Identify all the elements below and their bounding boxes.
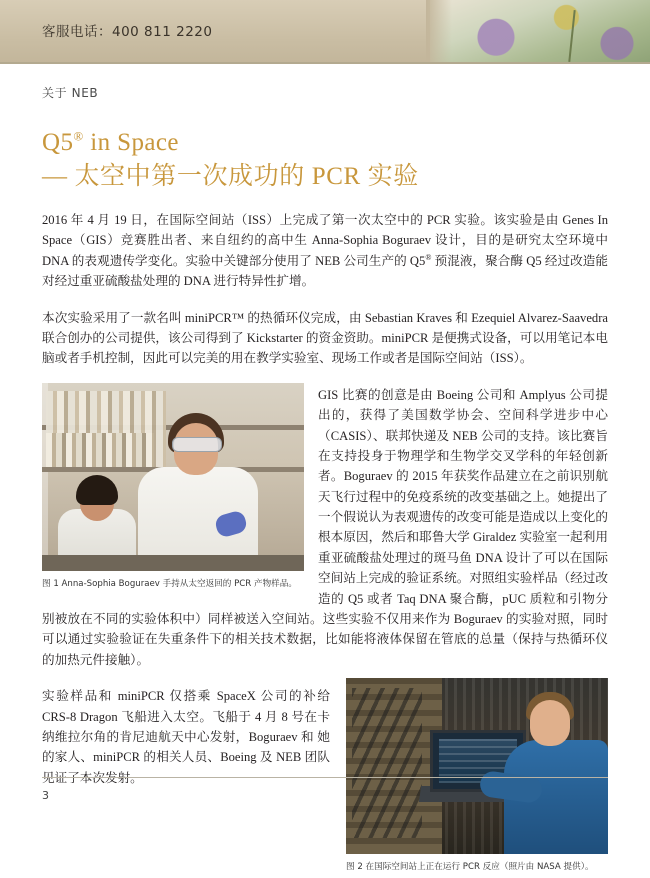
banner-flower-photo xyxy=(430,0,650,62)
figure-2-cables xyxy=(352,688,422,838)
section-kicker: 关于 NEB xyxy=(42,86,99,100)
page-header-banner xyxy=(0,0,650,62)
customer-hotline-text: 客服电话：400 811 2220 xyxy=(42,24,213,40)
page-content xyxy=(0,84,650,878)
figure-1 xyxy=(42,383,304,591)
registered-mark-icon: ® xyxy=(73,128,84,144)
paragraph-4: 实验样品和 miniPCR 仅搭乘 SpaceX 公司的补给 CRS-8 Dragon 飞船进入太空。飞船于 4 月 8 号在卡纳维拉尔角的肯尼迪航天中心发射，Boguraev 和 她的家人、miniPCR 的相关人员、Boeing 及 NEB 团队 xyxy=(42,689,330,765)
page-number: 3 xyxy=(42,789,49,802)
paragraph-3: GIS 比赛的创意是由 Boeing 公司和 Amplyus 公司提出的，获得了美国数学协会、空间科学进步中心（CASIS）、联邦快递及 NEB 公司的支持。该比赛旨在支持投身于物理学和生物学交叉学科的年轻创新者。Boguraev 的 2015 年获奖作品建立在之前识别航天飞行过程中的免疫系统的改变基础之上。她提出了一个假说认为表观遗传的改变可能是造成以上变化的根本原因，然后和耶鲁大学 Giraldez 实验室一起利用重亚硫酸盐处理过的斑马鱼 DNA 设计了可以在国际空间站上完成的验证系统。对照组实验样品（经过改造的 Q5 或者 Taq DNA 聚合酶，pUC 质粒和引物分别被放在不同的实验体积中）同样被送入空间站。这些实验不仅用来作为 Boguraev 的实验对照，同时可以通过实验验证在失重条件下的相关技术数据，比如能将液体保留在管底的总量（保持与热循环仪的加热元件接触）。 xyxy=(42,387,608,667)
banner-flower-stem xyxy=(568,10,575,62)
banner-divider xyxy=(0,62,650,64)
safety-goggles-icon xyxy=(172,437,222,452)
figure-1-photo xyxy=(42,383,304,571)
title-q5-text: Q5 xyxy=(42,129,74,156)
paragraph-1-part-a: 2016 年 4 月 19 日，在国际空间站（ISS）上完成了第一次太空中的 PCR 实验。该实验是由 Genes In Space（GIS）竞赛胜出者、来自纽约的高中生 Anna-Sophia Boguraev 设计，目的是研究太空环境中 DNA 的表观遗传学变化。实验中关键部分使用了 NEB 公司生产的 Q5 xyxy=(42,213,608,268)
figure-2-caption: 图 2 在国际空间站上正在运行 PCR 反应（照片由 NASA 提供）。 xyxy=(346,862,594,873)
figure-1-main-researcher xyxy=(138,409,258,571)
figure-1-caption: 图 1 Anna-Sophia Boguraev 手持从太空返回的 PCR 产物样品。 xyxy=(42,578,297,589)
title-in-space-text: in Space xyxy=(83,129,179,156)
footer-divider xyxy=(42,777,608,778)
figure-2-photo xyxy=(346,678,608,854)
figure-1-background-hair xyxy=(76,475,118,505)
registered-mark-inline-icon: ® xyxy=(425,252,432,262)
paragraph-1 xyxy=(42,210,608,292)
article-title-line-2: — 太空中第一次成功的 PCR 实验 xyxy=(42,163,419,191)
article-title-line-1 xyxy=(42,127,608,158)
paragraph-2: 本次实验采用了一款名叫 miniPCR™ 的热循环仪完成，由 Sebastian Kraves 和 Ezequiel Alvarez-Saavedra 联合创办的公司提供，该公司得到了 Kickstarter 的资金资助。miniPCR 是便携式设备，可以用笔记本电脑或者手机控制，因此可以完美的用在教学实验室、现场工作或者是国际空间站（ISS）。 xyxy=(42,310,608,366)
figure-2-astronaut-head xyxy=(530,700,570,746)
article-title-block xyxy=(42,127,608,194)
paragraph-1-part-b: 预混液，聚合酶 Q5 经过改造能对经过重亚硫酸盐处理的 DNA 进行特异性扩增。 xyxy=(42,253,608,289)
figure-1-lab-bench xyxy=(42,555,304,571)
